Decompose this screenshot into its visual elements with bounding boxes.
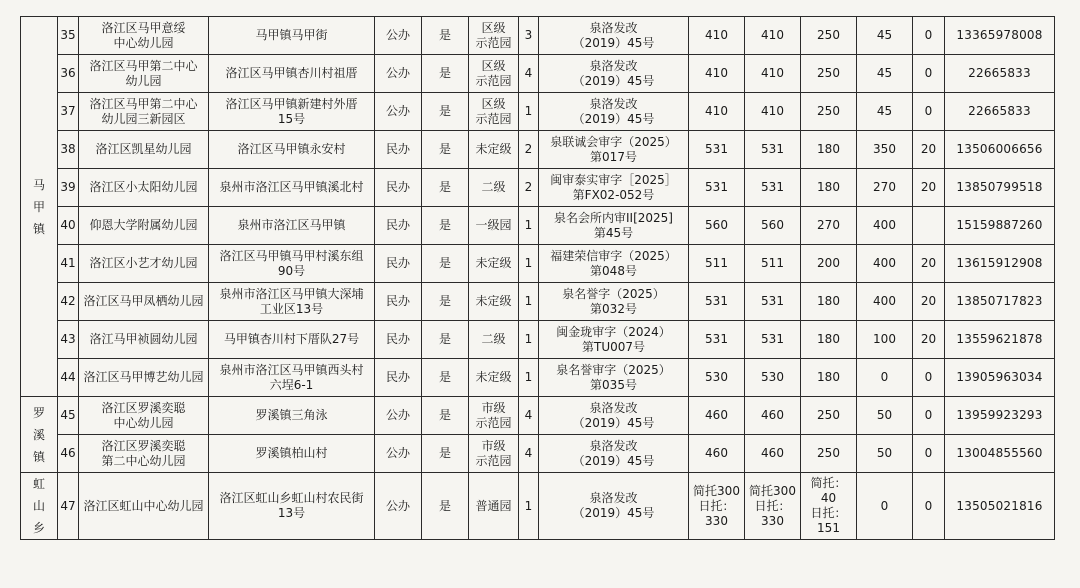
cell-yes-no: 是	[422, 93, 469, 131]
cell-level: 市级 示范园	[469, 435, 519, 473]
cell-approval-document: 泉洛发改 （2019）45号	[539, 17, 689, 55]
cell-address: 洛江区马甲镇永安村	[209, 131, 375, 169]
cell-ownership: 公办	[375, 93, 422, 131]
cell-fee-4: 0	[857, 473, 913, 540]
cell-fee-2: 531	[745, 169, 801, 207]
cell-phone: 22665833	[945, 93, 1055, 131]
cell-fee-2: 410	[745, 17, 801, 55]
cell-yes-no: 是	[422, 283, 469, 321]
cell-address: 洛江区马甲镇新建村外厝 15号	[209, 93, 375, 131]
cell-fee-3: 180	[801, 131, 857, 169]
cell-class-count: 1	[519, 321, 539, 359]
cell-fee-2: 简托300 日托：330	[745, 473, 801, 540]
town-name: 马甲镇	[32, 177, 45, 236]
cell-fee-4: 50	[857, 435, 913, 473]
cell-fee-4: 100	[857, 321, 913, 359]
cell-fee-5: 20	[913, 283, 945, 321]
cell-fee-1: 531	[689, 169, 745, 207]
cell-approval-document: 泉名会所内审II[2025] 第45号	[539, 207, 689, 245]
cell-yes-no: 是	[422, 55, 469, 93]
cell-approval-document: 闽金珑审字（2024） 第TU007号	[539, 321, 689, 359]
cell-fee-1: 531	[689, 283, 745, 321]
cell-level: 未定级	[469, 245, 519, 283]
table-row	[21, 131, 1055, 169]
cell-fee-3: 180	[801, 359, 857, 397]
cell-phone: 15159887260	[945, 207, 1055, 245]
cell-level: 二级	[469, 321, 519, 359]
cell-kindergarten-name: 仰恩大学附属幼儿园	[79, 207, 209, 245]
cell-kindergarten-name: 洛江区罗溪奕聪 中心幼儿园	[79, 397, 209, 435]
cell-fee-3: 250	[801, 93, 857, 131]
town-name: 虹山乡	[32, 477, 45, 535]
cell-kindergarten-name: 洛江区虹山中心幼儿园	[79, 473, 209, 540]
cell-level: 普通园	[469, 473, 519, 540]
cell-address: 泉州市洛江区马甲镇	[209, 207, 375, 245]
cell-ownership: 民办	[375, 321, 422, 359]
cell-phone: 13850717823	[945, 283, 1055, 321]
cell-ownership: 公办	[375, 473, 422, 540]
cell-class-count: 1	[519, 245, 539, 283]
cell-class-count: 1	[519, 93, 539, 131]
cell-town	[21, 473, 58, 540]
cell-number: 39	[58, 169, 79, 207]
cell-fee-4: 45	[857, 55, 913, 93]
cell-fee-5: 20	[913, 169, 945, 207]
cell-number: 37	[58, 93, 79, 131]
cell-kindergarten-name: 洛江区马甲博艺幼儿园	[79, 359, 209, 397]
cell-approval-document: 泉洛发改 （2019）45号	[539, 435, 689, 473]
cell-kindergarten-name: 洛江区罗溪奕聪 第二中心幼儿园	[79, 435, 209, 473]
cell-level: 区级 示范园	[469, 93, 519, 131]
cell-level: 区级 示范园	[469, 17, 519, 55]
cell-number: 41	[58, 245, 79, 283]
cell-yes-no: 是	[422, 473, 469, 540]
cell-phone: 13959923293	[945, 397, 1055, 435]
cell-class-count: 1	[519, 207, 539, 245]
cell-level: 一级园	[469, 207, 519, 245]
cell-phone: 13905963034	[945, 359, 1055, 397]
cell-fee-4: 45	[857, 93, 913, 131]
cell-approval-document: 泉洛发改 （2019）45号	[539, 93, 689, 131]
cell-yes-no: 是	[422, 245, 469, 283]
cell-number: 35	[58, 17, 79, 55]
cell-fee-1: 531	[689, 131, 745, 169]
cell-number: 43	[58, 321, 79, 359]
cell-class-count: 3	[519, 17, 539, 55]
cell-fee-5: 0	[913, 397, 945, 435]
cell-number: 47	[58, 473, 79, 540]
cell-fee-2: 530	[745, 359, 801, 397]
cell-number: 46	[58, 435, 79, 473]
table-row	[21, 17, 1055, 55]
cell-fee-5: 0	[913, 359, 945, 397]
cell-approval-document: 泉名誉字（2025） 第032号	[539, 283, 689, 321]
cell-kindergarten-name: 洛江区小艺才幼儿园	[79, 245, 209, 283]
cell-fee-4: 400	[857, 283, 913, 321]
table-row	[21, 207, 1055, 245]
cell-phone: 13505021816	[945, 473, 1055, 540]
cell-fee-4: 350	[857, 131, 913, 169]
cell-class-count: 4	[519, 435, 539, 473]
cell-number: 40	[58, 207, 79, 245]
cell-fee-4: 45	[857, 17, 913, 55]
cell-ownership: 民办	[375, 359, 422, 397]
cell-fee-4: 400	[857, 207, 913, 245]
cell-approval-document: 泉洛发改 （2019）45号	[539, 397, 689, 435]
cell-yes-no: 是	[422, 321, 469, 359]
table-row	[21, 397, 1055, 435]
cell-approval-document: 泉名誉审字（2025） 第035号	[539, 359, 689, 397]
cell-fee-3: 250	[801, 397, 857, 435]
cell-phone: 22665833	[945, 55, 1055, 93]
cell-fee-2: 460	[745, 397, 801, 435]
cell-fee-5: 0	[913, 93, 945, 131]
cell-address: 泉州市洛江区马甲镇西头村 六埕6-1	[209, 359, 375, 397]
table-row	[21, 93, 1055, 131]
cell-class-count: 1	[519, 283, 539, 321]
cell-level: 未定级	[469, 359, 519, 397]
table-row	[21, 473, 1055, 540]
cell-kindergarten-name: 洛江区小太阳幼儿园	[79, 169, 209, 207]
cell-ownership: 民办	[375, 245, 422, 283]
cell-class-count: 1	[519, 473, 539, 540]
cell-approval-document: 福建荣信审字（2025） 第048号	[539, 245, 689, 283]
table-row	[21, 169, 1055, 207]
cell-level: 未定级	[469, 131, 519, 169]
table-row	[21, 435, 1055, 473]
cell-ownership: 公办	[375, 435, 422, 473]
table-body	[21, 17, 1055, 540]
cell-level: 市级 示范园	[469, 397, 519, 435]
cell-address: 罗溪镇三角泳	[209, 397, 375, 435]
cell-kindergarten-name: 洛江马甲祯圆幼儿园	[79, 321, 209, 359]
cell-fee-3: 250	[801, 17, 857, 55]
cell-fee-5	[913, 207, 945, 245]
cell-fee-3: 250	[801, 435, 857, 473]
cell-fee-4: 270	[857, 169, 913, 207]
cell-fee-5: 0	[913, 435, 945, 473]
cell-approval-document: 泉洛发改 （2019）45号	[539, 55, 689, 93]
cell-fee-2: 410	[745, 55, 801, 93]
cell-kindergarten-name: 洛江区凯星幼儿园	[79, 131, 209, 169]
cell-fee-5: 20	[913, 245, 945, 283]
cell-fee-1: 560	[689, 207, 745, 245]
cell-address: 洛江区马甲镇马甲村溪东组 90号	[209, 245, 375, 283]
cell-fee-1: 410	[689, 93, 745, 131]
cell-fee-3: 简托：40 日托：151	[801, 473, 857, 540]
cell-ownership: 公办	[375, 17, 422, 55]
town-name: 罗溪镇	[32, 405, 45, 464]
cell-yes-no: 是	[422, 17, 469, 55]
cell-fee-2: 410	[745, 93, 801, 131]
cell-fee-1: 简托300 日托：330	[689, 473, 745, 540]
cell-fee-2: 531	[745, 283, 801, 321]
cell-ownership: 民办	[375, 131, 422, 169]
cell-approval-document: 泉洛发改 （2019）45号	[539, 473, 689, 540]
cell-fee-5: 0	[913, 473, 945, 540]
cell-yes-no: 是	[422, 397, 469, 435]
cell-kindergarten-name: 洛江区马甲意绥 中心幼儿园	[79, 17, 209, 55]
cell-kindergarten-name: 洛江区马甲第二中心 幼儿园	[79, 55, 209, 93]
cell-ownership: 民办	[375, 207, 422, 245]
cell-approval-document: 泉联诚会审字（2025） 第017号	[539, 131, 689, 169]
cell-class-count: 4	[519, 397, 539, 435]
table-row	[21, 55, 1055, 93]
cell-number: 36	[58, 55, 79, 93]
cell-address: 马甲镇杏川村下厝队27号	[209, 321, 375, 359]
cell-ownership: 公办	[375, 397, 422, 435]
cell-fee-1: 460	[689, 397, 745, 435]
cell-ownership: 公办	[375, 55, 422, 93]
cell-fee-1: 460	[689, 435, 745, 473]
cell-phone: 13506006656	[945, 131, 1055, 169]
cell-yes-no: 是	[422, 131, 469, 169]
cell-number: 42	[58, 283, 79, 321]
table-row	[21, 321, 1055, 359]
cell-fee-4: 0	[857, 359, 913, 397]
cell-yes-no: 是	[422, 207, 469, 245]
cell-phone: 13850799518	[945, 169, 1055, 207]
cell-yes-no: 是	[422, 435, 469, 473]
cell-yes-no: 是	[422, 359, 469, 397]
cell-phone: 13615912908	[945, 245, 1055, 283]
cell-fee-3: 270	[801, 207, 857, 245]
cell-kindergarten-name: 洛江区马甲第二中心 幼儿园三新园区	[79, 93, 209, 131]
cell-fee-5: 20	[913, 321, 945, 359]
cell-address: 泉州市洛江区马甲镇溪北村	[209, 169, 375, 207]
cell-fee-3: 180	[801, 321, 857, 359]
table-row	[21, 359, 1055, 397]
cell-fee-1: 410	[689, 17, 745, 55]
cell-ownership: 民办	[375, 283, 422, 321]
cell-level: 区级 示范园	[469, 55, 519, 93]
kindergarten-fee-table	[20, 16, 1055, 540]
table-row	[21, 283, 1055, 321]
cell-ownership: 民办	[375, 169, 422, 207]
cell-fee-2: 531	[745, 131, 801, 169]
cell-fee-4: 50	[857, 397, 913, 435]
cell-town	[21, 397, 58, 473]
cell-fee-2: 460	[745, 435, 801, 473]
cell-phone: 13365978008	[945, 17, 1055, 55]
cell-fee-2: 511	[745, 245, 801, 283]
cell-fee-5: 0	[913, 17, 945, 55]
cell-town	[21, 17, 58, 397]
cell-yes-no: 是	[422, 169, 469, 207]
table-row	[21, 245, 1055, 283]
cell-address: 泉州市洛江区马甲镇大深埔 工业区13号	[209, 283, 375, 321]
cell-phone: 13004855560	[945, 435, 1055, 473]
cell-fee-1: 531	[689, 321, 745, 359]
cell-fee-3: 200	[801, 245, 857, 283]
cell-fee-4: 400	[857, 245, 913, 283]
cell-fee-1: 410	[689, 55, 745, 93]
cell-phone: 13559621878	[945, 321, 1055, 359]
cell-address: 罗溪镇柏山村	[209, 435, 375, 473]
cell-class-count: 1	[519, 359, 539, 397]
cell-address: 洛江区虹山乡虹山村农民街 13号	[209, 473, 375, 540]
cell-class-count: 4	[519, 55, 539, 93]
cell-level: 二级	[469, 169, 519, 207]
cell-fee-5: 20	[913, 131, 945, 169]
cell-level: 未定级	[469, 283, 519, 321]
cell-fee-2: 560	[745, 207, 801, 245]
cell-class-count: 2	[519, 131, 539, 169]
cell-class-count: 2	[519, 169, 539, 207]
cell-approval-document: 闽审泰实审字［2025］ 第FX02-052号	[539, 169, 689, 207]
cell-fee-2: 531	[745, 321, 801, 359]
cell-number: 45	[58, 397, 79, 435]
cell-fee-3: 180	[801, 283, 857, 321]
cell-number: 38	[58, 131, 79, 169]
cell-address: 马甲镇马甲街	[209, 17, 375, 55]
cell-fee-3: 180	[801, 169, 857, 207]
cell-fee-5: 0	[913, 55, 945, 93]
cell-number: 44	[58, 359, 79, 397]
cell-fee-1: 530	[689, 359, 745, 397]
cell-address: 洛江区马甲镇杏川村祖厝	[209, 55, 375, 93]
cell-fee-1: 511	[689, 245, 745, 283]
cell-kindergarten-name: 洛江区马甲凤栖幼儿园	[79, 283, 209, 321]
cell-fee-3: 250	[801, 55, 857, 93]
